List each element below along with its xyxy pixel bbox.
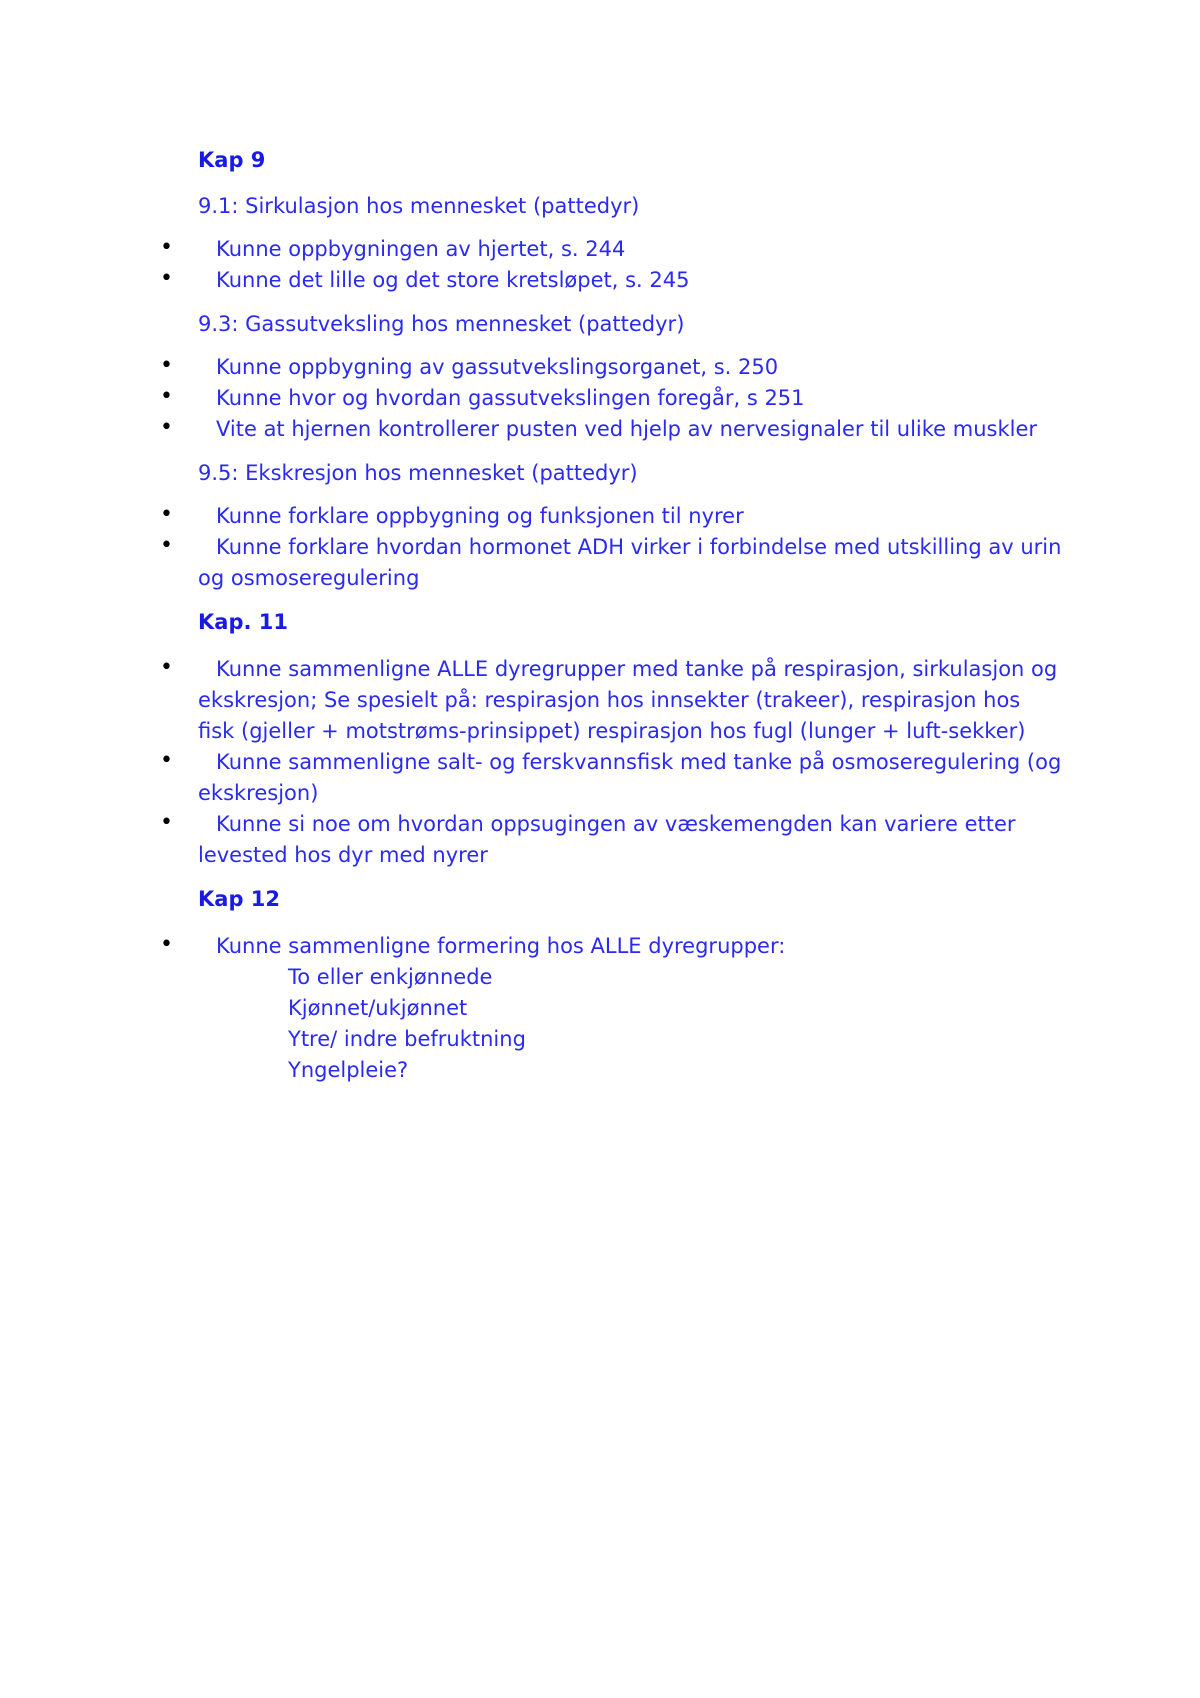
sublist-item: Yngelpleie? <box>288 1058 409 1082</box>
list-9-3 <box>160 352 1078 445</box>
list-item: • Kunne si noe om hvordan oppsugingen av væskemengden kan variere etter levested hos dyr med nyrer <box>198 809 1078 871</box>
chapter-heading-kap9: Kap 9 <box>198 148 266 172</box>
list-kap12 <box>160 931 1078 1086</box>
sublist-item: Ytre/ indre befruktning <box>288 1027 526 1051</box>
sublist-item: Kjønnet/ukjønnet <box>288 996 468 1020</box>
list-9-1 <box>160 234 1078 296</box>
bullet-icon: • <box>160 353 173 378</box>
chapter-heading-kap11: Kap. 11 <box>198 610 288 634</box>
list-item: • Vite at hjernen kontrollerer pusten ved hjelp av nervesignaler til ulike muskler <box>198 414 1078 445</box>
list-item: • Kunne oppbygningen av hjertet, s. 244 <box>198 234 1078 265</box>
list-item: • Kunne hvor og hvordan gassutvekslingen foregår, s 251 <box>198 383 1078 414</box>
list-item: • Kunne det lille og det store kretsløpet, s. 245 <box>198 265 1078 296</box>
list-item: • Kunne sammenligne ALLE dyregrupper med tanke på respirasjon, sirkulasjon og ekskresjon; Se spesielt på: respirasjon hos innsekter (trakeer), respirasjon hos fisk (gjeller + motstrøms-prinsippet) respirasjon hos fugl (lunger + luft-sekker) <box>198 654 1078 747</box>
section-heading-9-3: 9.3: Gassutveksling hos mennesket (pattedyr) <box>198 312 685 336</box>
bullet-icon: • <box>160 932 173 957</box>
list-item: • Kunne forklare oppbygning og funksjonen til nyrer <box>198 501 1078 532</box>
bullet-icon: • <box>160 266 173 291</box>
chapter-heading-kap12: Kap 12 <box>198 887 281 911</box>
list-item: • Kunne forklare hvordan hormonet ADH virker i forbindelse med utskilling av urin og osmoseregulering <box>198 532 1078 594</box>
list-item: • Kunne sammenligne salt- og ferskvannsfisk med tanke på osmoseregulering (og ekskresjon) <box>198 747 1078 809</box>
bullet-icon: • <box>160 748 173 773</box>
bullet-icon: • <box>160 415 173 440</box>
bullet-icon: • <box>160 655 173 680</box>
bullet-icon: • <box>160 384 173 409</box>
bullet-icon: • <box>160 502 173 527</box>
list-kap11 <box>160 654 1078 871</box>
sublist-formering <box>216 962 1078 1086</box>
list-9-5 <box>160 501 1078 594</box>
sublist-item: To eller enkjønnede <box>288 965 493 989</box>
list-item: • Kunne sammenligne formering hos ALLE dyregrupper: To eller enkjønnede Kjønnet/ukjønnet Ytre/ indre befruktning Yngelpleie? <box>198 931 1078 1086</box>
bullet-icon: • <box>160 235 173 260</box>
list-item: • Kunne oppbygning av gassutvekslingsorganet, s. 250 <box>198 352 1078 383</box>
section-heading-9-1: 9.1: Sirkulasjon hos mennesket (pattedyr) <box>198 194 640 218</box>
section-heading-9-5: 9.5: Ekskresjon hos mennesket (pattedyr) <box>198 461 638 485</box>
bullet-icon: • <box>160 810 173 835</box>
bullet-icon: • <box>160 533 173 558</box>
document-content <box>160 146 1078 1100</box>
